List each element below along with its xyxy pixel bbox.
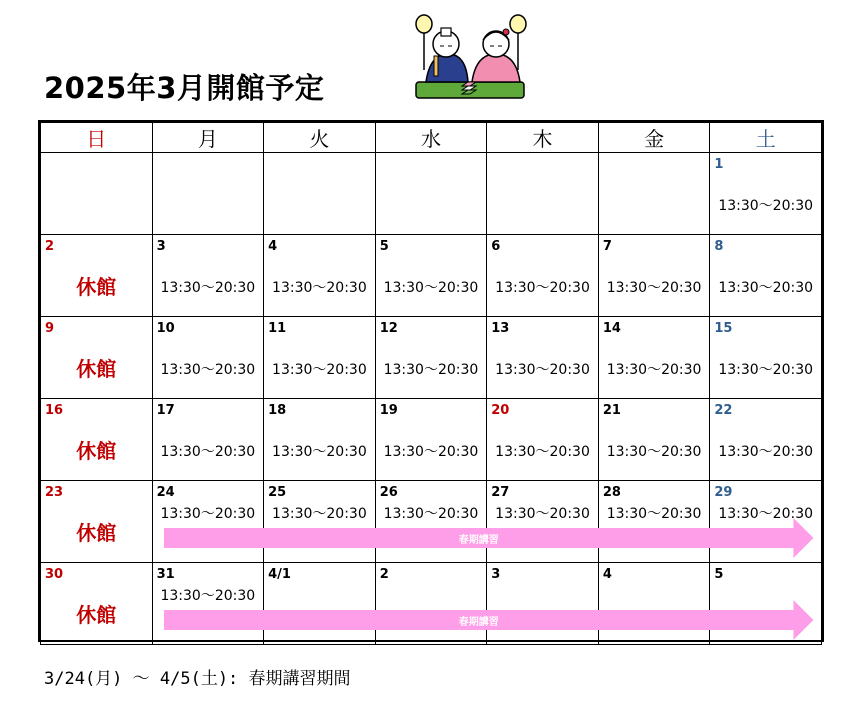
- day-cell: [41, 399, 153, 481]
- day-number: 5: [714, 567, 724, 582]
- day-cell: [710, 235, 822, 317]
- day-number: 30: [45, 567, 64, 582]
- opening-hours: 13:30～20:30: [160, 280, 256, 296]
- day-number: 31: [156, 567, 175, 582]
- opening-hours: 13:30～20:30: [718, 506, 814, 522]
- day-cell: [375, 153, 487, 235]
- day-number: 2: [379, 567, 389, 582]
- day-cell: [41, 153, 153, 235]
- opening-hours: 13:30～20:30: [495, 506, 590, 522]
- opening-hours: 13:30～20:30: [383, 444, 479, 460]
- weekday-header: 月: [152, 123, 264, 153]
- day-number: 8: [714, 239, 724, 254]
- day-cell: [710, 153, 822, 235]
- day-cell: [264, 235, 376, 317]
- opening-hours: 13:30～20:30: [495, 444, 590, 460]
- closed-label: 休館: [76, 603, 117, 627]
- day-cell: [41, 235, 153, 317]
- day-cell: [598, 235, 710, 317]
- opening-hours: 13:30～20:30: [160, 506, 256, 522]
- day-cell: [375, 317, 487, 399]
- day-number: 7: [602, 239, 612, 254]
- day-number: 22: [714, 403, 733, 418]
- day-number: 16: [45, 403, 64, 418]
- day-number: 27: [491, 485, 510, 500]
- day-number: 21: [602, 403, 621, 418]
- day-number: 28: [602, 485, 621, 500]
- opening-hours: 13:30～20:30: [383, 506, 479, 522]
- day-number: 19: [379, 403, 398, 418]
- opening-hours: 13:30～20:30: [495, 362, 590, 378]
- opening-hours: 13:30～20:30: [606, 444, 702, 460]
- day-cell: [152, 399, 264, 481]
- day-number: 3: [156, 239, 166, 254]
- day-number: 6: [491, 239, 501, 254]
- hina-doll-illustration: [410, 10, 532, 105]
- day-cell: [264, 317, 376, 399]
- day-number: 9: [45, 321, 55, 336]
- calendar-week-row: [41, 399, 822, 481]
- opening-hours: 13:30～20:30: [718, 444, 814, 460]
- opening-hours: 13:30～20:30: [272, 506, 367, 522]
- weekday-header: 金: [598, 123, 710, 153]
- day-number: 29: [714, 485, 733, 500]
- day-number: 18: [268, 403, 287, 418]
- opening-hours: 13:30～20:30: [606, 506, 702, 522]
- day-cell: [41, 317, 153, 399]
- day-cell: [598, 317, 710, 399]
- day-cell: [487, 399, 599, 481]
- day-number: 4: [602, 567, 612, 582]
- day-cell: [487, 317, 599, 399]
- day-number: 20: [491, 403, 510, 418]
- day-number: 3: [491, 567, 501, 582]
- opening-hours: 13:30～20:30: [160, 588, 256, 604]
- day-number: 4: [268, 239, 278, 254]
- page-title: 2025年3月開館予定: [44, 71, 325, 105]
- opening-hours: 13:30～20:30: [718, 362, 814, 378]
- day-cell: [598, 399, 710, 481]
- day-number: 12: [379, 321, 398, 336]
- spring-course-label: 春期講習: [458, 616, 499, 628]
- closed-label: 休館: [76, 521, 117, 545]
- day-cell: [152, 235, 264, 317]
- day-cell: [375, 235, 487, 317]
- day-cell: [710, 399, 822, 481]
- day-number: 24: [156, 485, 175, 500]
- day-number: 15: [714, 321, 733, 336]
- calendar-week-row: [41, 235, 822, 317]
- weekday-header: 木: [487, 123, 599, 153]
- day-number: 2: [45, 239, 55, 254]
- opening-hours: 13:30～20:30: [718, 280, 814, 296]
- opening-hours: 13:30～20:30: [272, 280, 367, 296]
- day-cell: [375, 399, 487, 481]
- day-cell: [487, 153, 599, 235]
- opening-hours: 13:30～20:30: [160, 362, 256, 378]
- day-number: 26: [379, 485, 398, 500]
- closed-label: 休館: [76, 439, 117, 463]
- day-cell: [487, 235, 599, 317]
- calendar-week-row: [41, 317, 822, 399]
- day-cell: [264, 153, 376, 235]
- opening-hours: 13:30～20:30: [495, 280, 590, 296]
- day-number: 25: [268, 485, 287, 500]
- opening-hours: 13:30～20:30: [160, 444, 256, 460]
- weekday-header-row: [41, 123, 822, 153]
- day-cell: [152, 317, 264, 399]
- opening-hours: 13:30～20:30: [606, 280, 702, 296]
- day-cell: [152, 153, 264, 235]
- weekday-header: 日: [41, 123, 153, 153]
- closed-label: 休館: [76, 357, 117, 381]
- weekday-header: 水: [375, 123, 487, 153]
- day-number: 1: [714, 157, 724, 172]
- day-number: 5: [379, 239, 389, 254]
- day-number: 4/1: [268, 567, 291, 582]
- opening-hours: 13:30～20:30: [272, 444, 367, 460]
- calendar-table: [38, 120, 824, 642]
- opening-hours: 13:30～20:30: [383, 362, 479, 378]
- opening-hours: 13:30～20:30: [718, 198, 814, 214]
- day-number: 23: [45, 485, 64, 500]
- day-cell: [41, 481, 153, 563]
- weekday-header: 土: [710, 123, 822, 153]
- spring-course-note: 3/24(月) ～ 4/5(土): 春期講習期間: [44, 669, 351, 689]
- day-cell: [710, 317, 822, 399]
- closed-label: 休館: [76, 275, 117, 299]
- weekday-header: 火: [264, 123, 376, 153]
- day-number: 11: [268, 321, 287, 336]
- day-cell: [41, 563, 153, 645]
- opening-hours: 13:30～20:30: [383, 280, 479, 296]
- day-cell: [598, 153, 710, 235]
- opening-hours: 13:30～20:30: [272, 362, 367, 378]
- calendar-week-row: [41, 153, 822, 235]
- opening-hours: 13:30～20:30: [606, 362, 702, 378]
- day-number: 10: [156, 321, 175, 336]
- day-number: 14: [602, 321, 621, 336]
- spring-course-label: 春期講習: [458, 534, 499, 546]
- day-cell: [264, 399, 376, 481]
- day-number: 13: [491, 321, 510, 336]
- day-number: 17: [156, 403, 175, 418]
